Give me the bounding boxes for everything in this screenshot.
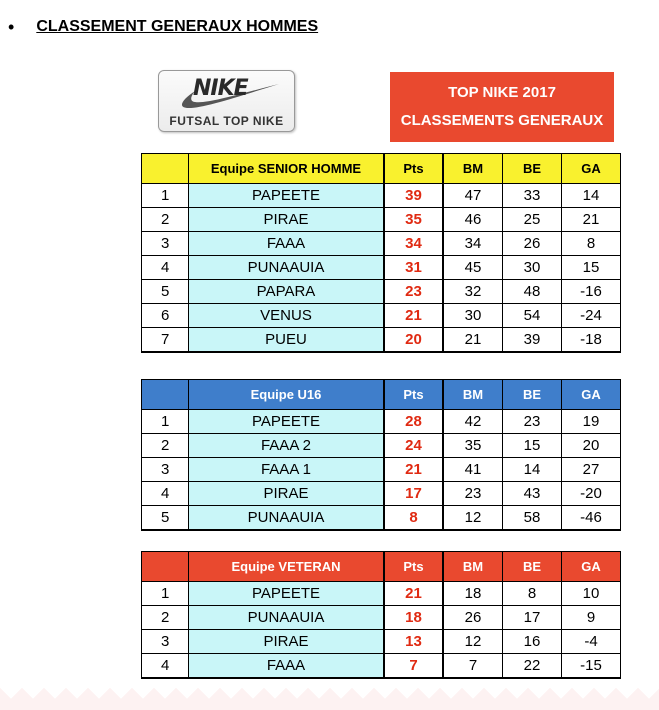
bm-cell: 26 [443, 606, 503, 630]
team-cell: PUNAAUIA [189, 606, 385, 630]
bm-cell: 42 [443, 410, 503, 434]
table-row [142, 184, 621, 208]
be-cell: 22 [503, 654, 562, 679]
table-row [142, 606, 621, 630]
ga-cell: 8 [562, 232, 621, 256]
header-rank-cell [142, 380, 189, 410]
decorative-border [0, 688, 659, 710]
table-row [142, 434, 621, 458]
ga-cell: 10 [562, 582, 621, 606]
bm-cell: 18 [443, 582, 503, 606]
table-row [142, 328, 621, 353]
table-header-row [142, 380, 621, 410]
points-cell: 21 [384, 582, 443, 606]
team-cell: PUEU [189, 328, 385, 353]
table-header-row [142, 154, 621, 184]
bm-cell: 45 [443, 256, 503, 280]
team-cell: FAAA [189, 232, 385, 256]
bm-cell: 46 [443, 208, 503, 232]
be-cell: 15 [503, 434, 562, 458]
team-cell: PIRAE [189, 208, 385, 232]
header-ga-cell: GA [562, 552, 621, 582]
points-cell: 23 [384, 280, 443, 304]
points-cell: 39 [384, 184, 443, 208]
team-cell: FAAA 2 [189, 434, 385, 458]
rank-cell: 1 [142, 184, 189, 208]
u16-ranking-table [141, 379, 621, 531]
header-pts-cell: Pts [384, 380, 443, 410]
header-bm-cell: BM [443, 552, 503, 582]
ga-cell: 20 [562, 434, 621, 458]
be-cell: 33 [503, 184, 562, 208]
points-cell: 20 [384, 328, 443, 353]
ga-cell: 21 [562, 208, 621, 232]
team-cell: PAPEETE [189, 410, 385, 434]
header-team-cell: Equipe VETERAN [189, 552, 385, 582]
ga-cell: 15 [562, 256, 621, 280]
rank-cell: 6 [142, 304, 189, 328]
veteran-ranking-table [141, 551, 621, 679]
team-cell: PIRAE [189, 482, 385, 506]
bm-cell: 35 [443, 434, 503, 458]
bm-cell: 7 [443, 654, 503, 679]
table-row [142, 582, 621, 606]
ga-cell: -24 [562, 304, 621, 328]
be-cell: 54 [503, 304, 562, 328]
be-cell: 23 [503, 410, 562, 434]
rank-cell: 1 [142, 410, 189, 434]
bm-cell: 12 [443, 506, 503, 531]
section-heading [8, 14, 318, 40]
header-team-cell: Equipe SENIOR HOMME [189, 154, 385, 184]
team-cell: FAAA 1 [189, 458, 385, 482]
header-be-cell: BE [503, 154, 562, 184]
points-cell: 13 [384, 630, 443, 654]
points-cell: 21 [384, 458, 443, 482]
bullet-icon: • [8, 16, 15, 37]
table-row [142, 654, 621, 679]
points-cell: 24 [384, 434, 443, 458]
points-cell: 21 [384, 304, 443, 328]
rank-cell: 7 [142, 328, 189, 353]
rank-cell: 3 [142, 458, 189, 482]
ga-cell: -4 [562, 630, 621, 654]
team-cell: PAPEETE [189, 582, 385, 606]
ga-cell: 19 [562, 410, 621, 434]
rank-cell: 5 [142, 280, 189, 304]
title-banner [390, 72, 614, 142]
bm-cell: 34 [443, 232, 503, 256]
table-row [142, 506, 621, 531]
be-cell: 8 [503, 582, 562, 606]
rank-cell: 2 [142, 208, 189, 232]
rank-cell: 4 [142, 256, 189, 280]
header-rank-cell [142, 552, 189, 582]
be-cell: 25 [503, 208, 562, 232]
points-cell: 18 [384, 606, 443, 630]
be-cell: 14 [503, 458, 562, 482]
table-row [142, 280, 621, 304]
team-cell: FAAA [189, 654, 385, 679]
rank-cell: 4 [142, 654, 189, 679]
header-bm-cell: BM [443, 380, 503, 410]
table-row [142, 630, 621, 654]
banner-line-1: TOP NIKE 2017 [448, 84, 556, 101]
points-cell: 35 [384, 208, 443, 232]
page-title: CLASSEMENT GENERAUX HOMMES [36, 18, 319, 35]
header-pts-cell: Pts [384, 552, 443, 582]
table-row [142, 256, 621, 280]
team-cell: PUNAAUIA [189, 256, 385, 280]
logo-brand: NIKE [193, 76, 248, 101]
points-cell: 31 [384, 256, 443, 280]
header-team-cell: Equipe U16 [189, 380, 385, 410]
rank-cell: 3 [142, 630, 189, 654]
banner-line-2: CLASSEMENTS GENERAUX [400, 112, 604, 129]
table-row [142, 208, 621, 232]
team-cell: PAPEETE [189, 184, 385, 208]
header-pts-cell: Pts [384, 154, 443, 184]
header-be-cell: BE [503, 380, 562, 410]
ga-cell: 9 [562, 606, 621, 630]
ga-cell: -16 [562, 280, 621, 304]
table-row [142, 304, 621, 328]
table-header-row [142, 552, 621, 582]
header-rank-cell [142, 154, 189, 184]
rank-cell: 5 [142, 506, 189, 531]
header-bm-cell: BM [443, 154, 503, 184]
table-row [142, 410, 621, 434]
ga-cell: 14 [562, 184, 621, 208]
bm-cell: 23 [443, 482, 503, 506]
be-cell: 16 [503, 630, 562, 654]
be-cell: 26 [503, 232, 562, 256]
be-cell: 17 [503, 606, 562, 630]
bm-cell: 30 [443, 304, 503, 328]
header-be-cell: BE [503, 552, 562, 582]
rank-cell: 2 [142, 434, 189, 458]
ga-cell: -46 [562, 506, 621, 531]
table-row [142, 482, 621, 506]
be-cell: 39 [503, 328, 562, 353]
be-cell: 30 [503, 256, 562, 280]
points-cell: 8 [384, 506, 443, 531]
points-cell: 28 [384, 410, 443, 434]
header-ga-cell: GA [562, 154, 621, 184]
nike-logo [158, 70, 295, 132]
logo-subtitle: FUTSAL TOP NIKE [169, 114, 284, 128]
team-cell: PUNAAUIA [189, 506, 385, 531]
bm-cell: 32 [443, 280, 503, 304]
header-ga-cell: GA [562, 380, 621, 410]
points-cell: 34 [384, 232, 443, 256]
ga-cell: -18 [562, 328, 621, 353]
team-cell: PIRAE [189, 630, 385, 654]
bm-cell: 21 [443, 328, 503, 353]
team-cell: PAPARA [189, 280, 385, 304]
ga-cell: -20 [562, 482, 621, 506]
ga-cell: 27 [562, 458, 621, 482]
bm-cell: 47 [443, 184, 503, 208]
be-cell: 48 [503, 280, 562, 304]
team-cell: VENUS [189, 304, 385, 328]
bm-cell: 41 [443, 458, 503, 482]
be-cell: 43 [503, 482, 562, 506]
ga-cell: -15 [562, 654, 621, 679]
rank-cell: 1 [142, 582, 189, 606]
rank-cell: 2 [142, 606, 189, 630]
table-row [142, 458, 621, 482]
be-cell: 58 [503, 506, 562, 531]
points-cell: 7 [384, 654, 443, 679]
rank-cell: 4 [142, 482, 189, 506]
points-cell: 17 [384, 482, 443, 506]
bm-cell: 12 [443, 630, 503, 654]
rank-cell: 3 [142, 232, 189, 256]
senior-ranking-table [141, 153, 621, 353]
table-row [142, 232, 621, 256]
